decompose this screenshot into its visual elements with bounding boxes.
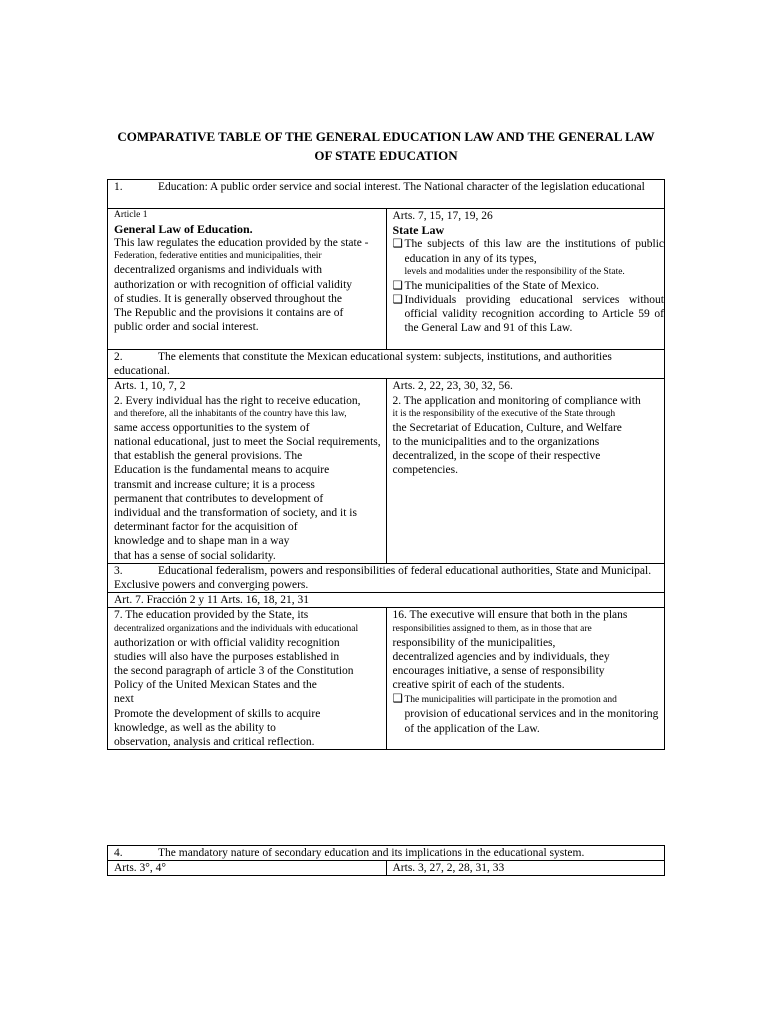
section-2-left-line: national educational, just to meet the Social requirements, <box>114 436 381 449</box>
section-4-left-ref: Arts. 3°, 4° <box>108 861 387 876</box>
section-3-right-line: encourages initiative, a sense of responsibility <box>392 665 605 678</box>
bullet-text: The municipalities of the State of Mexico. <box>404 279 599 292</box>
section-2-right-line: it is the responsibility of the executive of the State through <box>392 408 616 419</box>
section-3-header-row <box>108 563 665 592</box>
section-3-right-cell <box>386 608 665 750</box>
section-3-left-line: studies will also have the purposes established in <box>114 650 340 663</box>
section-3-header <box>108 563 665 592</box>
section-3-right-bullet-rest: provision of educational services and in the monitoring of the application of the Law. <box>404 708 659 735</box>
title-line-1: COMPARATIVE TABLE OF THE GENERAL EDUCATION LAW AND THE GENERAL LAW <box>117 129 655 144</box>
section-3-title: Educational federalism, powers and responsibilities of federal educational authorities, State and Municipal. Exclusive powers and converging powers. <box>114 564 652 592</box>
section-2-header <box>108 350 665 379</box>
section-1-left-line: of studies. It is generally observed throughout the <box>114 292 343 305</box>
section-4-title: The mandatory nature of secondary education and its implications in the educational system. <box>158 847 585 859</box>
section-2-left-line: individual and the transformation of society, and it is <box>114 507 357 520</box>
section-2-left-line: same access opportunities to the system of <box>114 421 310 434</box>
section-3-right-bullet <box>393 692 665 707</box>
section-2-right-line: competencies. <box>392 464 458 477</box>
section-1-left-title: General Law of Education. <box>114 222 253 236</box>
section-3-left-line: Promote the development of skills to acquire <box>114 707 321 720</box>
section-3-ref <box>108 593 665 608</box>
comparative-table-continued <box>107 845 665 876</box>
document-title <box>108 127 664 165</box>
section-2-left-line: permanent that contributes to development of <box>114 492 324 505</box>
section-1-left-ref: Article 1 <box>114 210 148 220</box>
section-3-left-cell <box>108 608 387 750</box>
checkbox-bullet-icon: ❑ <box>392 238 403 251</box>
section-1-left-line: Federation, federative entities and municipalities, their <box>114 251 322 262</box>
section-3-right-line: creative spirit of each of the students. <box>392 679 565 692</box>
comparative-table <box>107 179 665 750</box>
section-1-left-line: The Republic and the provisions it contains are of <box>114 307 344 320</box>
section-2-number: 2. <box>114 351 123 363</box>
section-3-left-line: observation, analysis and critical reflection. <box>114 736 315 749</box>
section-2-left-cell <box>108 379 387 563</box>
section-2-right-cell <box>386 379 665 563</box>
section-3-body-row <box>108 608 665 750</box>
section-2-left-ref: Arts. 1, 10, 7, 2 <box>114 380 186 393</box>
section-4-right-ref: Arts. 3, 27, 2, 28, 31, 33 <box>386 861 665 876</box>
section-1-right-ref: Arts. 7, 15, 17, 19, 26 <box>392 210 493 222</box>
section-3-left-line: decentralized organizations and the individuals with educational <box>114 623 359 634</box>
section-2-title: The elements that constitute the Mexican educational system: subjects, institutions, and authorities educational. <box>114 351 612 378</box>
checkbox-bullet-icon: ❑ <box>392 693 403 706</box>
checkbox-bullet-icon: ❑ <box>392 294 403 307</box>
section-1-right-cell <box>386 209 665 350</box>
section-2-left-line: knowledge and to shape man in a way <box>114 535 290 548</box>
section-3-left-line: the second paragraph of article 3 of the Constitution <box>114 665 354 678</box>
section-2-right-line: decentralized, in the scope of their respective <box>392 450 601 463</box>
section-1-left-line: decentralized organisms and individuals with <box>114 264 323 277</box>
section-3-left-line: Policy of the United Mexican States and the <box>114 679 317 692</box>
title-line-2: OF STATE EDUCATION <box>314 148 458 163</box>
checkbox-bullet-icon: ❑ <box>392 279 403 292</box>
section-1-header-row <box>108 180 665 209</box>
section-4-number: 4. <box>114 847 123 859</box>
section-2-right-line: 2. The application and monitoring of compliance with <box>392 394 641 407</box>
bullet-text-small: The municipalities will participate in the promotion and <box>404 695 617 706</box>
section-1-header <box>108 180 665 209</box>
section-3-right-line: responsibilities assigned to them, as in those that are <box>392 623 592 634</box>
section-1-left-line: This law regulates the education provided by the state - <box>114 237 369 250</box>
section-3-left-ref: Art. 7. Fracción 2 y 11 Arts. 16, 18, 21, 31 <box>114 594 310 607</box>
section-1-title: Education: A public order service and social interest. The National character of the legislation educational <box>158 181 645 193</box>
section-2-left-line: 2. Every individual has the right to receive education, <box>114 394 361 407</box>
section-3-left-line: authorization or with official validity recognition <box>114 636 340 649</box>
bullet-text: Individuals providing educational services without official validity recognition according to Article 59 of the General Law and 91 of this Law. <box>404 294 664 335</box>
section-4-header <box>108 846 665 861</box>
section-4-header-row <box>108 846 665 861</box>
section-3-left-line: 7. The education provided by the State, its <box>114 609 309 622</box>
section-1-body-row <box>108 209 665 350</box>
section-1-left-line: authorization or with recognition of official validity <box>114 278 353 291</box>
section-1-right-title: State Law <box>392 223 445 238</box>
section-2-body-row <box>108 379 665 563</box>
section-3-right-line: responsibility of the municipalities, <box>392 636 556 649</box>
section-1-left-line: public order and social interest. <box>114 321 259 334</box>
section-3-ref-row <box>108 593 665 608</box>
section-2-left-line: and therefore, all the inhabitants of the country have this law, <box>114 408 347 419</box>
section-2-right-ref: Arts. 2, 22, 23, 30, 32, 56. <box>392 380 513 393</box>
section-1-right-bullet-3 <box>393 293 665 336</box>
section-2-right-line: to the municipalities and to the organizations <box>392 436 600 449</box>
section-1-right-bullet-1-small: levels and modalities under the responsibility of the State. <box>404 266 625 277</box>
section-1-right-bullet-1 <box>393 237 665 265</box>
section-2-left-line: Education is the fundamental means to acquire <box>114 464 330 477</box>
section-2-right-line: the Secretariat of Education, Culture, and Welfare <box>392 421 622 434</box>
section-1-left-cell <box>108 209 387 350</box>
bullet-text: The subjects of this law are the institutions of public education in any of its types, <box>404 238 664 265</box>
section-3-left-line: next <box>114 693 134 706</box>
section-3-right-line: 16. The executive will ensure that both in the plans <box>392 609 628 622</box>
section-2-left-line: determinant factor for the acquisition of <box>114 521 298 534</box>
section-3-left-line: knowledge, as well as the ability to <box>114 721 276 734</box>
section-1-number: 1. <box>114 181 123 193</box>
section-2-left-line: that has a sense of social solidarity. <box>114 549 276 562</box>
section-3-right-line: decentralized agencies and by individuals, they <box>392 650 610 663</box>
section-3-number: 3. <box>114 564 123 577</box>
section-2-left-line: transmit and increase culture; it is a process <box>114 478 315 491</box>
section-2-left-line: that establish the general provisions. The <box>114 450 303 463</box>
section-4-ref-row <box>108 861 665 876</box>
section-1-right-bullet-2 <box>393 279 665 293</box>
section-2-header-row <box>108 350 665 379</box>
